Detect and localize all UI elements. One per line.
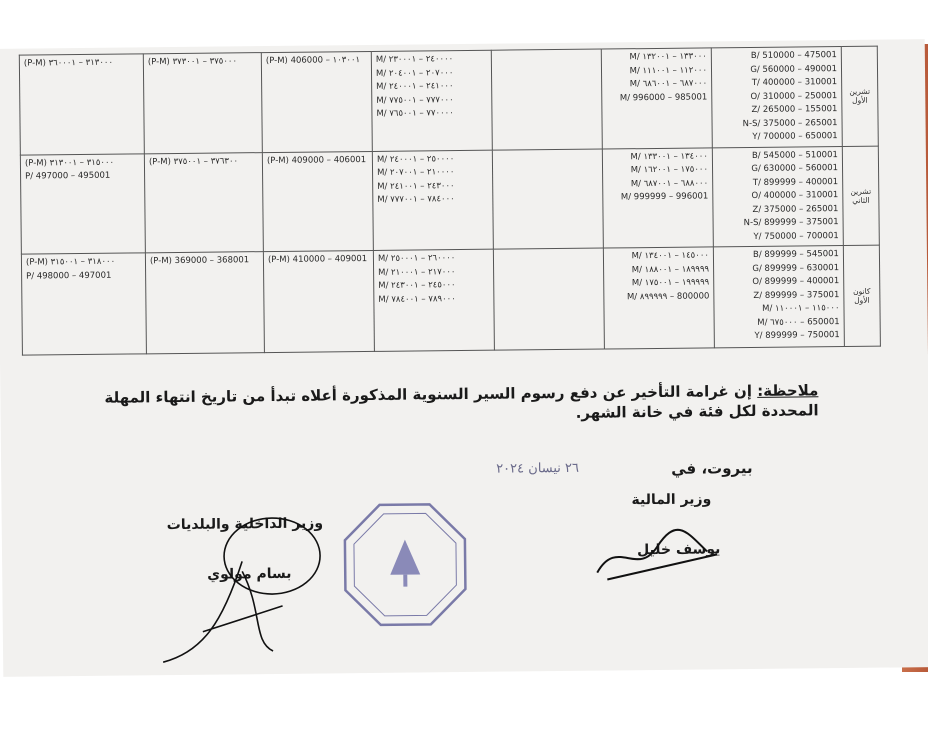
- range-value: Y/ 899999 – 750001: [754, 330, 840, 341]
- range-value: M/ ٦٨٨٠٠٠ – ٦٨٧٠٠١: [630, 177, 709, 189]
- range-value: M/ ١٣٤٠٠٠ – ١٣٣٠٠١: [630, 150, 708, 162]
- range-value: M/ 999999 – 996001: [620, 191, 709, 203]
- range-value: (P-M) ٣١٥٠٠٠ – ٣١٣٠٠١: [24, 157, 115, 169]
- range-value: M/ ١٨٩٩٩٩ – ١٨٨٠٠١: [631, 263, 710, 275]
- range-value: M/ ٢٤١٠٠٠ – ٢٤٠٠٠١: [376, 81, 454, 92]
- note-label: ملاحظة:: [757, 381, 819, 400]
- table-cell-pm1: [19, 54, 144, 155]
- range-value: N-S/ 899999 – 375001: [743, 217, 839, 229]
- month-cell: تشرين الأول: [841, 46, 878, 146]
- range-value: Y/ 700000 – 650001: [752, 131, 838, 142]
- range-value: M/ ٧٧٧٠٠٠ – ٧٧٥٠٠١: [376, 94, 454, 106]
- finance-minister-title: وزير المالية: [631, 491, 712, 509]
- range-value: M/ ٢١٠٠٠٠ – ٢٠٧٠٠١: [377, 167, 455, 178]
- range-value: M/ ٢٤٥٠٠٠ – ٢٤٣٠٠١: [378, 280, 456, 291]
- finance-minister-name: يوسف خليل: [636, 541, 721, 559]
- table-cell-m2: [603, 247, 714, 349]
- range-value: O/ 899999 – 400001: [752, 276, 840, 287]
- range-value: M/ ٢٦٠٠٠٠ – ٢٥٠٠٠١: [377, 253, 456, 264]
- range-value: (P-M) 369000 – 368001: [149, 255, 250, 267]
- range-value: M/ ٢٤٠٠٠٠ – ٢٣٠٠٠١: [375, 54, 454, 65]
- range-value: M/ ١٣٣٠٠٠ – ١٣٢٠٠١: [629, 51, 707, 63]
- range-value: O/ 400000 – 310001: [751, 190, 839, 201]
- range-value: M/ ١١٢٠٠٠ – ١١١٠٠١: [629, 64, 708, 76]
- range-value: Z/ 899999 – 375001: [753, 289, 840, 301]
- range-value: P/ 497000 – 495001: [25, 170, 111, 182]
- range-value: (P-M) 409000 – 406001: [266, 154, 367, 166]
- table-cell-letters: [713, 246, 844, 348]
- range-value: M/ ١٧٥٠٠٠ – ١٦٢٠٠١: [630, 164, 709, 176]
- range-value: M/ ١٩٩٩٩٩ – ١٧٥٠٠١: [631, 277, 710, 289]
- range-value: M/ ٦٨٧٠٠٠ – ٦٨٦٠٠١: [629, 78, 708, 90]
- document-page: [0, 39, 928, 677]
- table-cell-pm1: [20, 153, 145, 254]
- table-cell-pm2: [145, 252, 264, 354]
- table-cell-pm2: [144, 152, 263, 253]
- range-value: M/ ٢١٧٠٠٠ – ٢١٠٠٠١: [378, 266, 456, 278]
- table-cell-m2: [602, 147, 713, 248]
- range-value: M/ ٢٠٧٠٠٠ – ٢٠٤٠٠١: [375, 67, 454, 79]
- table-cell-pm1: [21, 253, 146, 355]
- range-value: Y/ 750000 – 700001: [753, 230, 839, 242]
- range-value: M/ ٦٧٥٠٠٠ – 650001: [757, 316, 840, 328]
- table-cell-m1: [373, 249, 494, 351]
- range-value: B/ 545000 – 510001: [751, 149, 838, 161]
- range-value: M/ ٧٨٩٠٠٠ – ٧٨٤٠٠١: [378, 293, 456, 305]
- city-label: بيروت، في: [671, 458, 753, 478]
- table-cell-m1: [371, 50, 492, 151]
- table-cell-pm2: [143, 53, 262, 154]
- range-value: (P-M) ٣١٨٠٠٠ – ٣١٥٠٠١: [25, 256, 116, 268]
- range-value: M/ ١١٥٠٠٠ – ١١٠٠٠١: [762, 303, 840, 314]
- table-cell-letters: [711, 47, 842, 148]
- range-value: Z/ 265000 – 155001: [751, 104, 838, 115]
- schedule-table: [19, 46, 881, 356]
- range-value: G/ 630000 – 560001: [751, 163, 839, 174]
- note-paragraph: [88, 380, 818, 428]
- range-value: M/ ٧٧٠٠٠٠ – ٧٦٥٠٠١: [376, 108, 454, 119]
- finance-signature: [587, 516, 738, 588]
- note-text: إن غرامة التأخير عن دفع رسوم السير السنوية المذكورة أعلاه تبدأ من تاريخ انتهاء المهلة المحددة لكل فئة في خانة الشهر.: [104, 381, 819, 422]
- range-value: M/ ١٤٥٠٠٠ – ١٣٤٠٠١: [631, 250, 709, 262]
- range-value: (P-M) 410000 – 409001: [267, 254, 368, 266]
- month-cell: تشرين الثاني: [842, 146, 879, 246]
- table-cell-pm3: [261, 51, 372, 152]
- range-value: G/ 899999 – 630001: [752, 262, 840, 274]
- range-value: (P-M) ٣١٣٠٠٠ – ٣٦٠٠٠١: [23, 57, 114, 69]
- table-row: [19, 46, 878, 154]
- interior-minister-name: بسام مولوي: [207, 565, 292, 583]
- range-value: T/ 899999 – 400001: [752, 176, 839, 188]
- table-cell-empty: [491, 49, 602, 150]
- table-row: [20, 146, 879, 254]
- range-value: O/ 310000 – 250001: [750, 90, 838, 102]
- table-cell-pm3: [262, 151, 373, 252]
- interior-minister-title: وزير الداخلية والبلديات: [166, 515, 324, 534]
- range-value: (P-M) ٣٧٥٠٠٠ – ٣٧٣٠٠١: [147, 56, 238, 68]
- cedar-icon: [390, 539, 420, 586]
- range-value: Z/ 375000 – 265001: [752, 203, 839, 215]
- table-row: [21, 245, 880, 355]
- table-cell-empty: [492, 149, 603, 250]
- range-value: B/ 899999 – 545001: [752, 249, 839, 260]
- date-handwritten: ٢٦ نيسان ٢٠٢٤: [496, 460, 580, 477]
- range-value: P/ 498000 – 497001: [26, 270, 112, 282]
- range-value: M/ ٢٤٣٠٠٠ – ٢٤١٠٠١: [377, 180, 455, 192]
- range-value: G/ 560000 – 490001: [750, 63, 838, 75]
- table-cell-m1: [372, 150, 493, 251]
- range-value: M/ ٢٥٠٠٠٠ – ٢٤٠٠٠١: [376, 153, 455, 165]
- range-value: T/ 400000 – 310001: [751, 77, 838, 88]
- table-cell-empty: [493, 248, 604, 350]
- range-value: N-S/ 375000 – 265001: [742, 117, 838, 129]
- range-value: (P-M) ٣٧٦٣٠٠ – ٣٧٥٠٠١: [148, 155, 239, 167]
- range-value: M/ ٨٩٩٩٩٩ – 800000: [626, 290, 710, 302]
- interior-signature: [142, 510, 344, 672]
- table-cell-pm3: [263, 250, 374, 352]
- official-seal: [339, 499, 470, 630]
- month-cell: كانون الأول: [843, 245, 880, 346]
- table-cell-letters: [712, 146, 843, 247]
- range-value: M/ 996000 – 985001: [619, 91, 708, 103]
- range-value: (P-M) 406000 – ١٠٣٠٠١: [265, 55, 361, 67]
- range-value: B/ 510000 – 475001: [750, 50, 837, 61]
- range-value: M/ ٧٨٤٠٠٠ – ٧٧٧٠٠١: [377, 194, 455, 205]
- table-cell-m2: [601, 48, 712, 149]
